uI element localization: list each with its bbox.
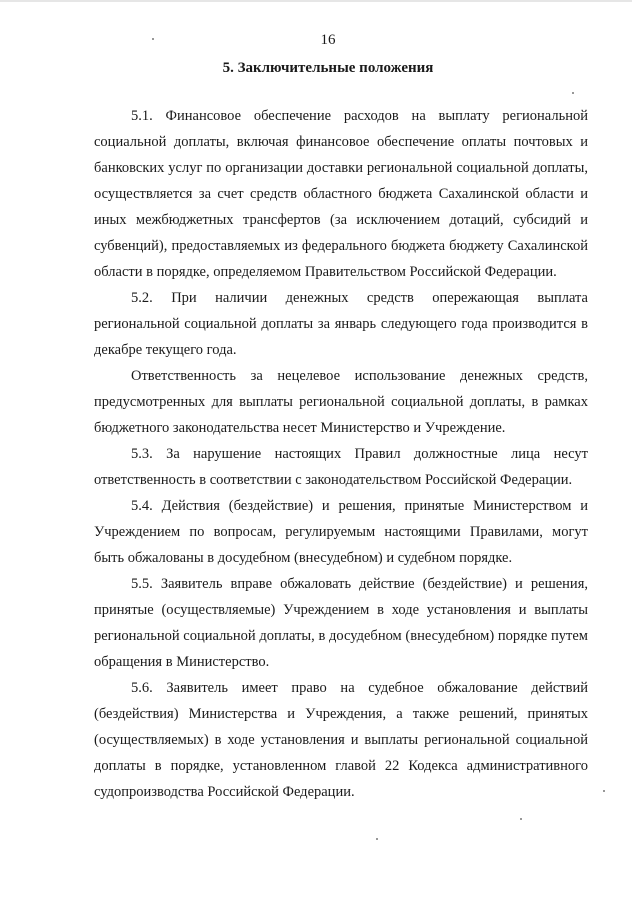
document-body — [94, 103, 588, 805]
scan-speck — [572, 92, 574, 94]
scan-speck — [152, 38, 154, 40]
section-heading: 5. Заключительные положения — [222, 60, 434, 76]
paragraph-5-2: 5.2. При наличии денежных средств опережающая выплата региональной социальной доплаты за январь следующего года производится в декабре текущего года. — [94, 290, 588, 358]
paragraph-5-5: 5.5. Заявитель вправе обжаловать действие (бездействие) и решения, принятые (осуществляемые) Учреждением в ходе установления и выплаты региональной социальной доплаты, в досудебном (внесудебном) порядке путем обращения в Министерство. — [94, 576, 588, 670]
paragraph-5-4: 5.4. Действия (бездействие) и решения, принятые Министерством и Учреждением по вопросам, регулируемым настоящими Правилами, могут быть обжалованы в досудебном (внесудебном) и судебном порядке. — [94, 498, 588, 566]
paragraph-responsibility: Ответственность за нецелевое использование денежных средств, предусмотренных для выплаты региональной социальной доплаты, в рамках бюджетного законодательства несет Министерство и Учреждение. — [94, 368, 588, 436]
scan-speck — [603, 790, 605, 792]
scan-edge — [0, 0, 632, 2]
paragraph-5-3: 5.3. За нарушение настоящих Правил должностные лица несут ответственность в соответствии с законодательством Российской Федерации. — [94, 446, 588, 488]
page-number: 16 — [320, 32, 336, 48]
scan-speck — [376, 838, 378, 840]
paragraph-5-1: 5.1. Финансовое обеспечение расходов на выплату региональной социальной доплаты, включая финансовое обеспечение оплаты почтовых и банковских услуг по организации доставки региональной социальной доплаты, осуществляется за счет средств областного бюджета Сахалинской области и иных межбюджетных трансфертов (за исключением дотаций, субсидий и субвенций), предоставляемых из федерального бюджета бюджету Сахалинской области в порядке, определяемом Правительством Российской Федерации. — [94, 108, 588, 280]
scan-speck — [520, 818, 522, 820]
paragraph-5-6: 5.6. Заявитель имеет право на судебное обжалование действий (бездействия) Министерства и Учреждения, а также решений, принятых (осуществляемых) в ходе установления и выплаты региональной социальной доплаты в порядке, установленном главой 22 Кодекса административного судопроизводства Российской Федерации. — [94, 680, 588, 800]
